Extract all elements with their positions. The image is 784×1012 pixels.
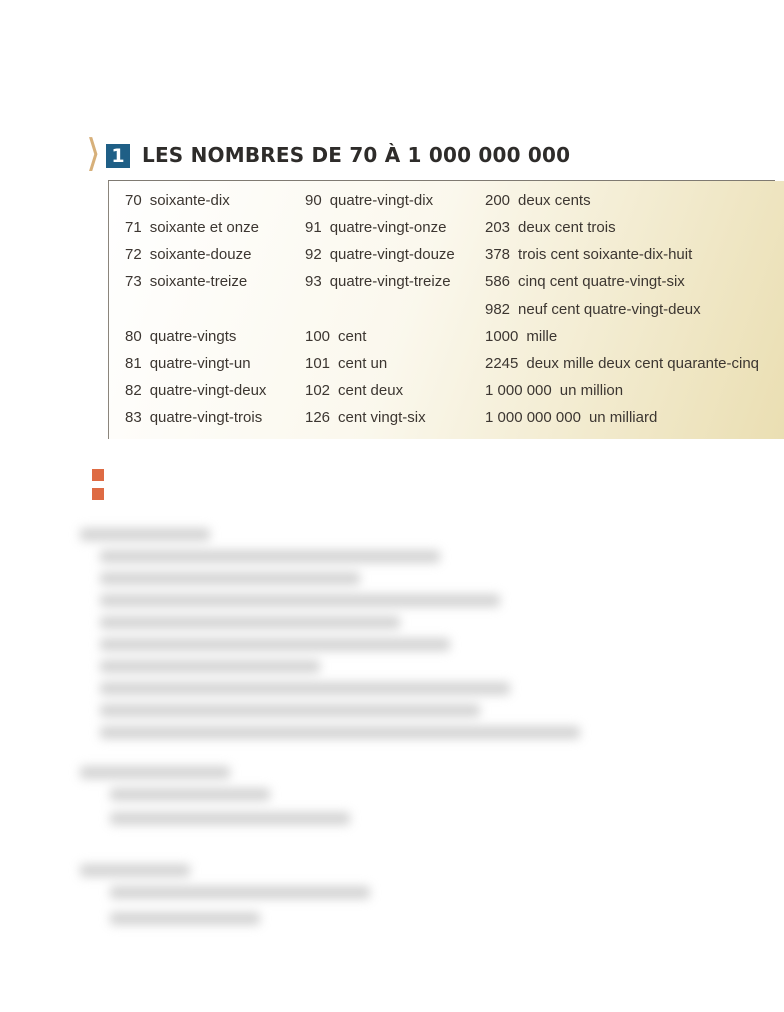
number-word: un milliard bbox=[588, 409, 658, 426]
number-entry bbox=[125, 408, 262, 428]
number-word: soixante-douze bbox=[149, 246, 252, 263]
number-value: 102 bbox=[305, 382, 331, 399]
number-entry bbox=[305, 218, 446, 238]
number-entry bbox=[305, 327, 366, 347]
number-word: deux cent trois bbox=[518, 219, 616, 236]
number-entry bbox=[485, 272, 685, 292]
number-word: soixante-dix bbox=[149, 192, 230, 209]
number-entry bbox=[485, 300, 701, 320]
blurred-line bbox=[110, 788, 270, 801]
number-word: cent un bbox=[338, 355, 388, 372]
number-value: 1 000 000 bbox=[485, 382, 552, 399]
blurred-text-region bbox=[80, 520, 600, 960]
number-entry bbox=[485, 245, 692, 265]
number-value: 203 bbox=[485, 219, 511, 236]
number-word: neuf cent quatre-vingt-deux bbox=[518, 301, 701, 318]
number-value: 82 bbox=[125, 382, 142, 399]
number-entry bbox=[485, 408, 657, 428]
number-value: 126 bbox=[305, 409, 331, 426]
number-entry bbox=[125, 327, 236, 347]
number-value: 72 bbox=[125, 246, 142, 263]
blurred-line bbox=[110, 912, 260, 925]
number-entry bbox=[305, 272, 451, 292]
number-value: 982 bbox=[485, 301, 511, 318]
number-word: quatre-vingt-treize bbox=[329, 273, 451, 290]
number-value: 81 bbox=[125, 355, 142, 372]
blurred-line bbox=[100, 594, 500, 607]
number-value: 378 bbox=[485, 246, 511, 263]
number-value: 2245 bbox=[485, 355, 519, 372]
number-entry bbox=[485, 354, 759, 374]
bleed-through-text bbox=[580, 128, 583, 142]
number-entry bbox=[305, 354, 387, 374]
blurred-line bbox=[100, 550, 440, 563]
number-word: cinq cent quatre-vingt-six bbox=[518, 273, 685, 290]
number-entry bbox=[125, 191, 230, 211]
blurred-line bbox=[110, 886, 370, 899]
numbers-table bbox=[108, 181, 784, 439]
number-entry bbox=[125, 381, 266, 401]
number-value: 70 bbox=[125, 192, 142, 209]
number-entry bbox=[125, 218, 259, 238]
number-value: 1000 bbox=[485, 328, 519, 345]
blurred-line bbox=[100, 572, 360, 585]
number-value: 80 bbox=[125, 328, 142, 345]
number-entry bbox=[485, 218, 616, 238]
number-value: 200 bbox=[485, 192, 511, 209]
number-word: deux cents bbox=[518, 192, 591, 209]
number-word: quatre-vingt-onze bbox=[329, 219, 447, 236]
blurred-line bbox=[100, 616, 400, 629]
number-value: 91 bbox=[305, 219, 322, 236]
number-entry bbox=[485, 327, 557, 347]
number-word: quatre-vingt-trois bbox=[149, 409, 263, 426]
number-value: 92 bbox=[305, 246, 322, 263]
blurred-line bbox=[100, 726, 580, 739]
number-word: un million bbox=[559, 382, 624, 399]
number-word: soixante-treize bbox=[149, 273, 248, 290]
number-word: cent deux bbox=[338, 382, 404, 399]
number-word: trois cent soixante-dix-huit bbox=[518, 246, 693, 263]
bullet-square-icon bbox=[92, 488, 104, 500]
chevron-icon: ⟩ bbox=[86, 131, 101, 175]
number-entry bbox=[125, 245, 251, 265]
number-value: 90 bbox=[305, 192, 322, 209]
blurred-line bbox=[110, 812, 350, 825]
bullet-square-icon bbox=[92, 469, 104, 481]
number-value: 1 000 000 000 bbox=[485, 409, 581, 426]
blurred-line bbox=[100, 660, 320, 673]
section-number-badge: 1 bbox=[106, 144, 130, 168]
section-title: LES NOMBRES DE 70 À 1 000 000 000 bbox=[142, 143, 571, 167]
number-word: quatre-vingt-deux bbox=[149, 382, 267, 399]
number-entry bbox=[125, 272, 247, 292]
number-word: cent bbox=[338, 328, 367, 345]
number-value: 73 bbox=[125, 273, 142, 290]
blurred-line bbox=[100, 638, 450, 651]
blurred-line bbox=[100, 682, 510, 695]
number-word: quatre-vingt-douze bbox=[329, 246, 455, 263]
number-value: 101 bbox=[305, 355, 331, 372]
number-entry bbox=[305, 408, 426, 428]
number-entry bbox=[125, 354, 251, 374]
number-entry bbox=[305, 381, 403, 401]
number-value: 83 bbox=[125, 409, 142, 426]
number-value: 93 bbox=[305, 273, 322, 290]
number-word: soixante et onze bbox=[149, 219, 259, 236]
number-word: quatre-vingt-dix bbox=[329, 192, 434, 209]
blurred-line bbox=[100, 704, 480, 717]
number-word: deux mille deux cent quarante-cinq bbox=[526, 355, 760, 372]
number-entry bbox=[305, 245, 455, 265]
number-word: quatre-vingt-un bbox=[149, 355, 251, 372]
number-word: mille bbox=[526, 328, 558, 345]
blurred-line bbox=[80, 864, 190, 877]
number-entry bbox=[485, 381, 623, 401]
number-entry bbox=[485, 191, 591, 211]
number-value: 100 bbox=[305, 328, 331, 345]
number-word: cent vingt-six bbox=[338, 409, 426, 426]
number-entry bbox=[305, 191, 433, 211]
blurred-line bbox=[80, 528, 210, 541]
number-word: quatre-vingts bbox=[149, 328, 237, 345]
blurred-line bbox=[80, 766, 230, 779]
number-value: 586 bbox=[485, 273, 511, 290]
number-value: 71 bbox=[125, 219, 142, 236]
